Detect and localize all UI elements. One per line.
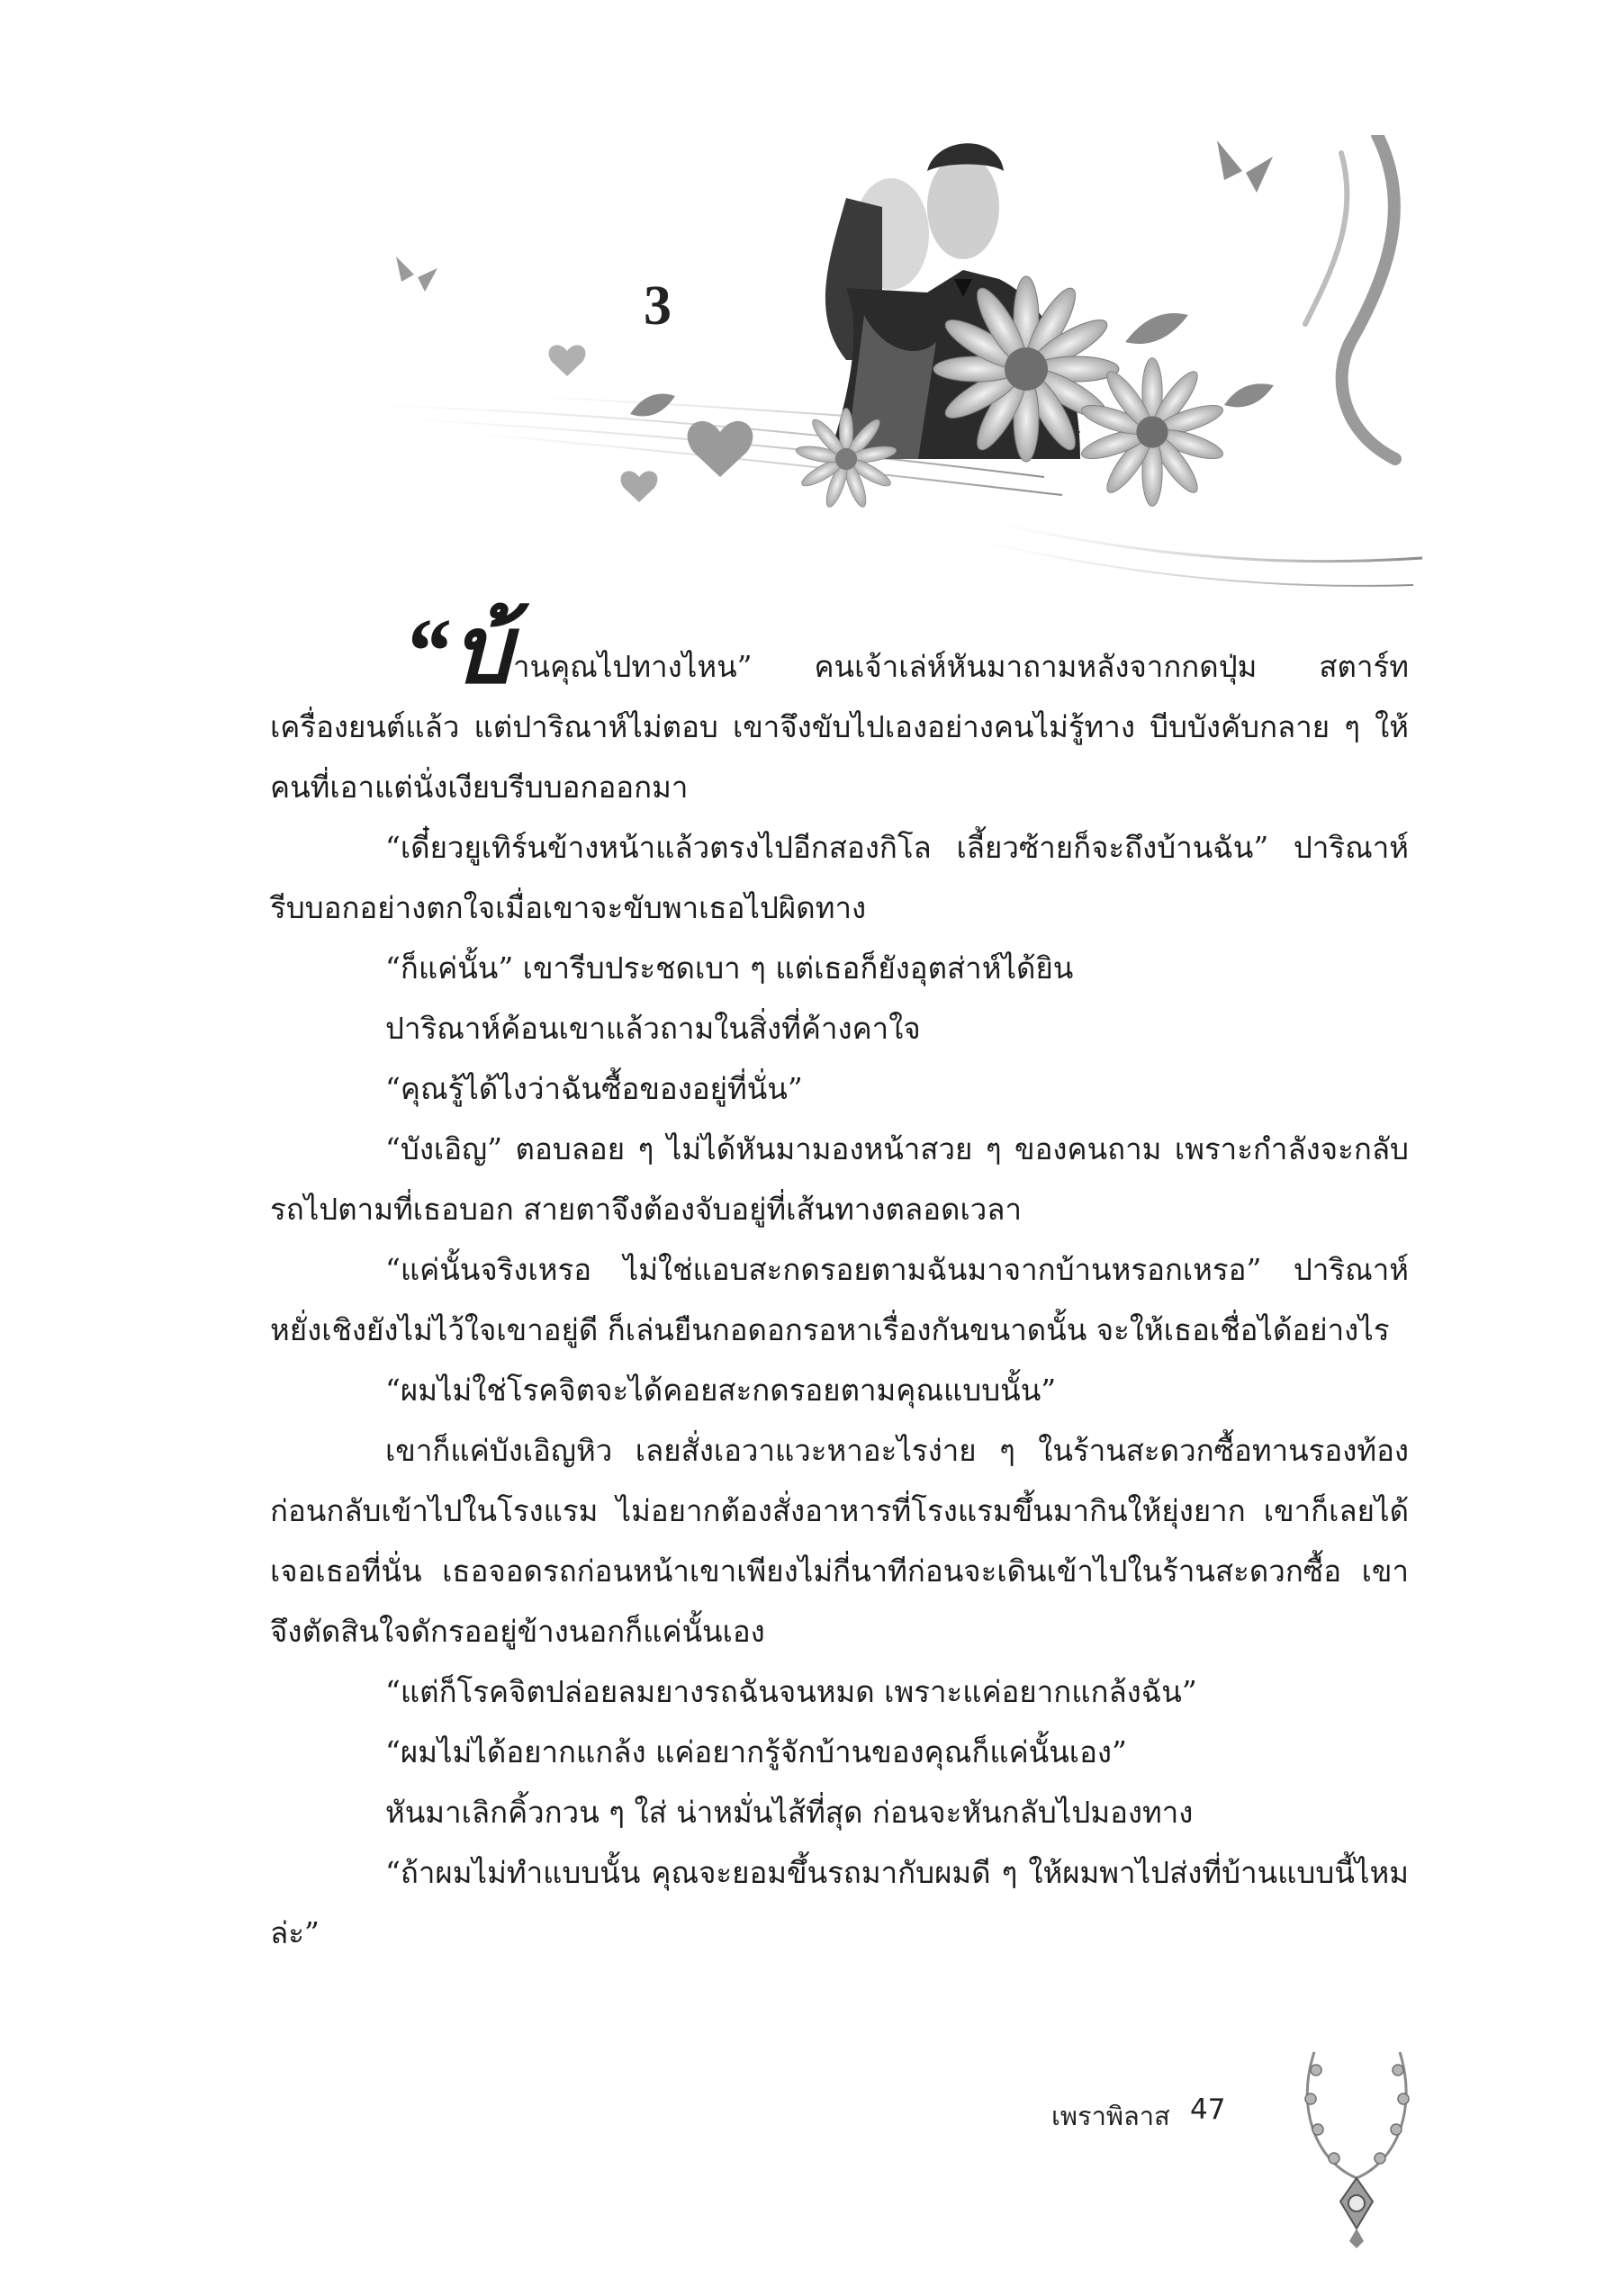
- paragraph: “ก็แค่นั้น” เขารีบประชดเบา ๆ แต่เธอก็ยังอุตส่าห์ได้ยิน: [385, 950, 1074, 986]
- page-number: 47: [1190, 2093, 1226, 2126]
- heart-icon: [688, 421, 753, 477]
- paragraph: “บังเอิญ” ตอบลอย ๆ ไม่ได้หันมามองหน้าสวย ๆ ของคนถาม เพราะกำลังจะกลับรถไปตามที่เธอบอก สายตาจึงต้องจับอยู่ที่เส้นทางตลอดเวลา: [270, 1131, 1409, 1227]
- paragraph: “แต่ก็โรคจิตปล่อยลมยางรถฉันจนหมด เพราะแค่อยากแกล้งฉัน”: [385, 1674, 1197, 1709]
- paragraph: “เดี๋ยวยูเทิร์นข้างหน้าแล้วตรงไปอีกสองกิโล เลี้ยวซ้ายก็จะถึงบ้านฉัน” ปาริณาห์รีบบอกอย่างตกใจเมื่อเขาจะขับพาเธอไปผิดทาง: [270, 830, 1409, 925]
- chapter-number: 3: [644, 275, 672, 337]
- chapter-body: [270, 599, 1409, 1963]
- opening-continuation: สตาร์ทเครื่องยนต์แล้ว แต่ปาริณาห์ไม่ตอบ เขาจึงขับไปเองอย่างคนไม่รู้ทาง บีบบังคับกลาย ๆ ให้คนที่เอาแต่นั่งเงียบรีบบอกออกมา: [270, 649, 1409, 805]
- paragraph: เขาก็แค่บังเอิญหิว เลยสั่งเอวาแวะหาอะไรง่าย ๆ ในร้านสะดวกซื้อทานรองท้องก่อนกลับเข้าไปในโรงแรม ไม่อยากต้องสั่งอาหารที่โรงแรมขึ้นมากินให้ยุ่งยาก เขาก็เลยได้เจอเธอที่นั่น เธอจอดรถก่อนหน้าเขาเพียงไม่กี่นาทีก่อนจะเดินเข้าไปในร้านสะดวกซื้อ เขาจึงตัดสินใจดักรออยู่ข้างนอกก็แค่นั้นเอง: [270, 1433, 1409, 1649]
- paragraph: “แค่นั้นจริงเหรอ ไม่ใช่แอบสะกดรอยตามฉันมาจากบ้านหรอกเหรอ” ปาริณาห์หยั่งเชิงยังไม่ไว้ใจเขาอยู่ดี ก็เล่นยืนกอดอกรอหาเรื่องกันขนาดนั้น จะให้เธอเชื่อได้อย่างไร: [270, 1252, 1409, 1347]
- flower-icon: [1078, 358, 1226, 507]
- opening-first-line: านคุณไปทางไหน” คนเจ้าเล่ห์หันมาถามหลังจากกดปุ่ม: [513, 649, 1258, 684]
- paragraph: หันมาเลิกคิ้วกวน ๆ ใส่ น่าหมั่นไส้ที่สุด ก่อนจะหันกลับไปมองทาง: [385, 1795, 1194, 1830]
- couple-illustration: [342, 135, 1449, 603]
- necklace-icon: [1296, 2043, 1418, 2250]
- butterfly-icon: [396, 257, 437, 292]
- drop-cap: “บ้: [403, 599, 514, 703]
- heart-icon: [549, 345, 586, 376]
- heart-icon: [621, 471, 658, 502]
- butterfly-icon: [1217, 140, 1273, 193]
- book-title: เพราพิลาส: [1051, 2101, 1170, 2131]
- opening-paragraph: [270, 599, 1409, 817]
- curl-decoration: [1342, 135, 1395, 459]
- paragraph: “ถ้าผมไม่ทำแบบนั้น คุณจะยอมขึ้นรถมากับผมดี ๆ ให้ผมพาไปส่งที่บ้านแบบนี้ไหมล่ะ”: [270, 1855, 1409, 1950]
- paragraph: “คุณรู้ได้ไงว่าฉันซื้อของอยู่ที่นั่น”: [385, 1071, 803, 1106]
- paragraph: “ผมไม่ใช่โรคจิตจะได้คอยสะกดรอยตามคุณแบบนั้น”: [385, 1373, 1057, 1408]
- paragraph: ปาริณาห์ค้อนเขาแล้วถามในสิ่งที่ค้างคาใจ: [385, 1011, 921, 1046]
- paragraph: “ผมไม่ได้อยากแกล้ง แค่อยากรู้จักบ้านของคุณก็แค่นั้นเอง”: [385, 1734, 1127, 1769]
